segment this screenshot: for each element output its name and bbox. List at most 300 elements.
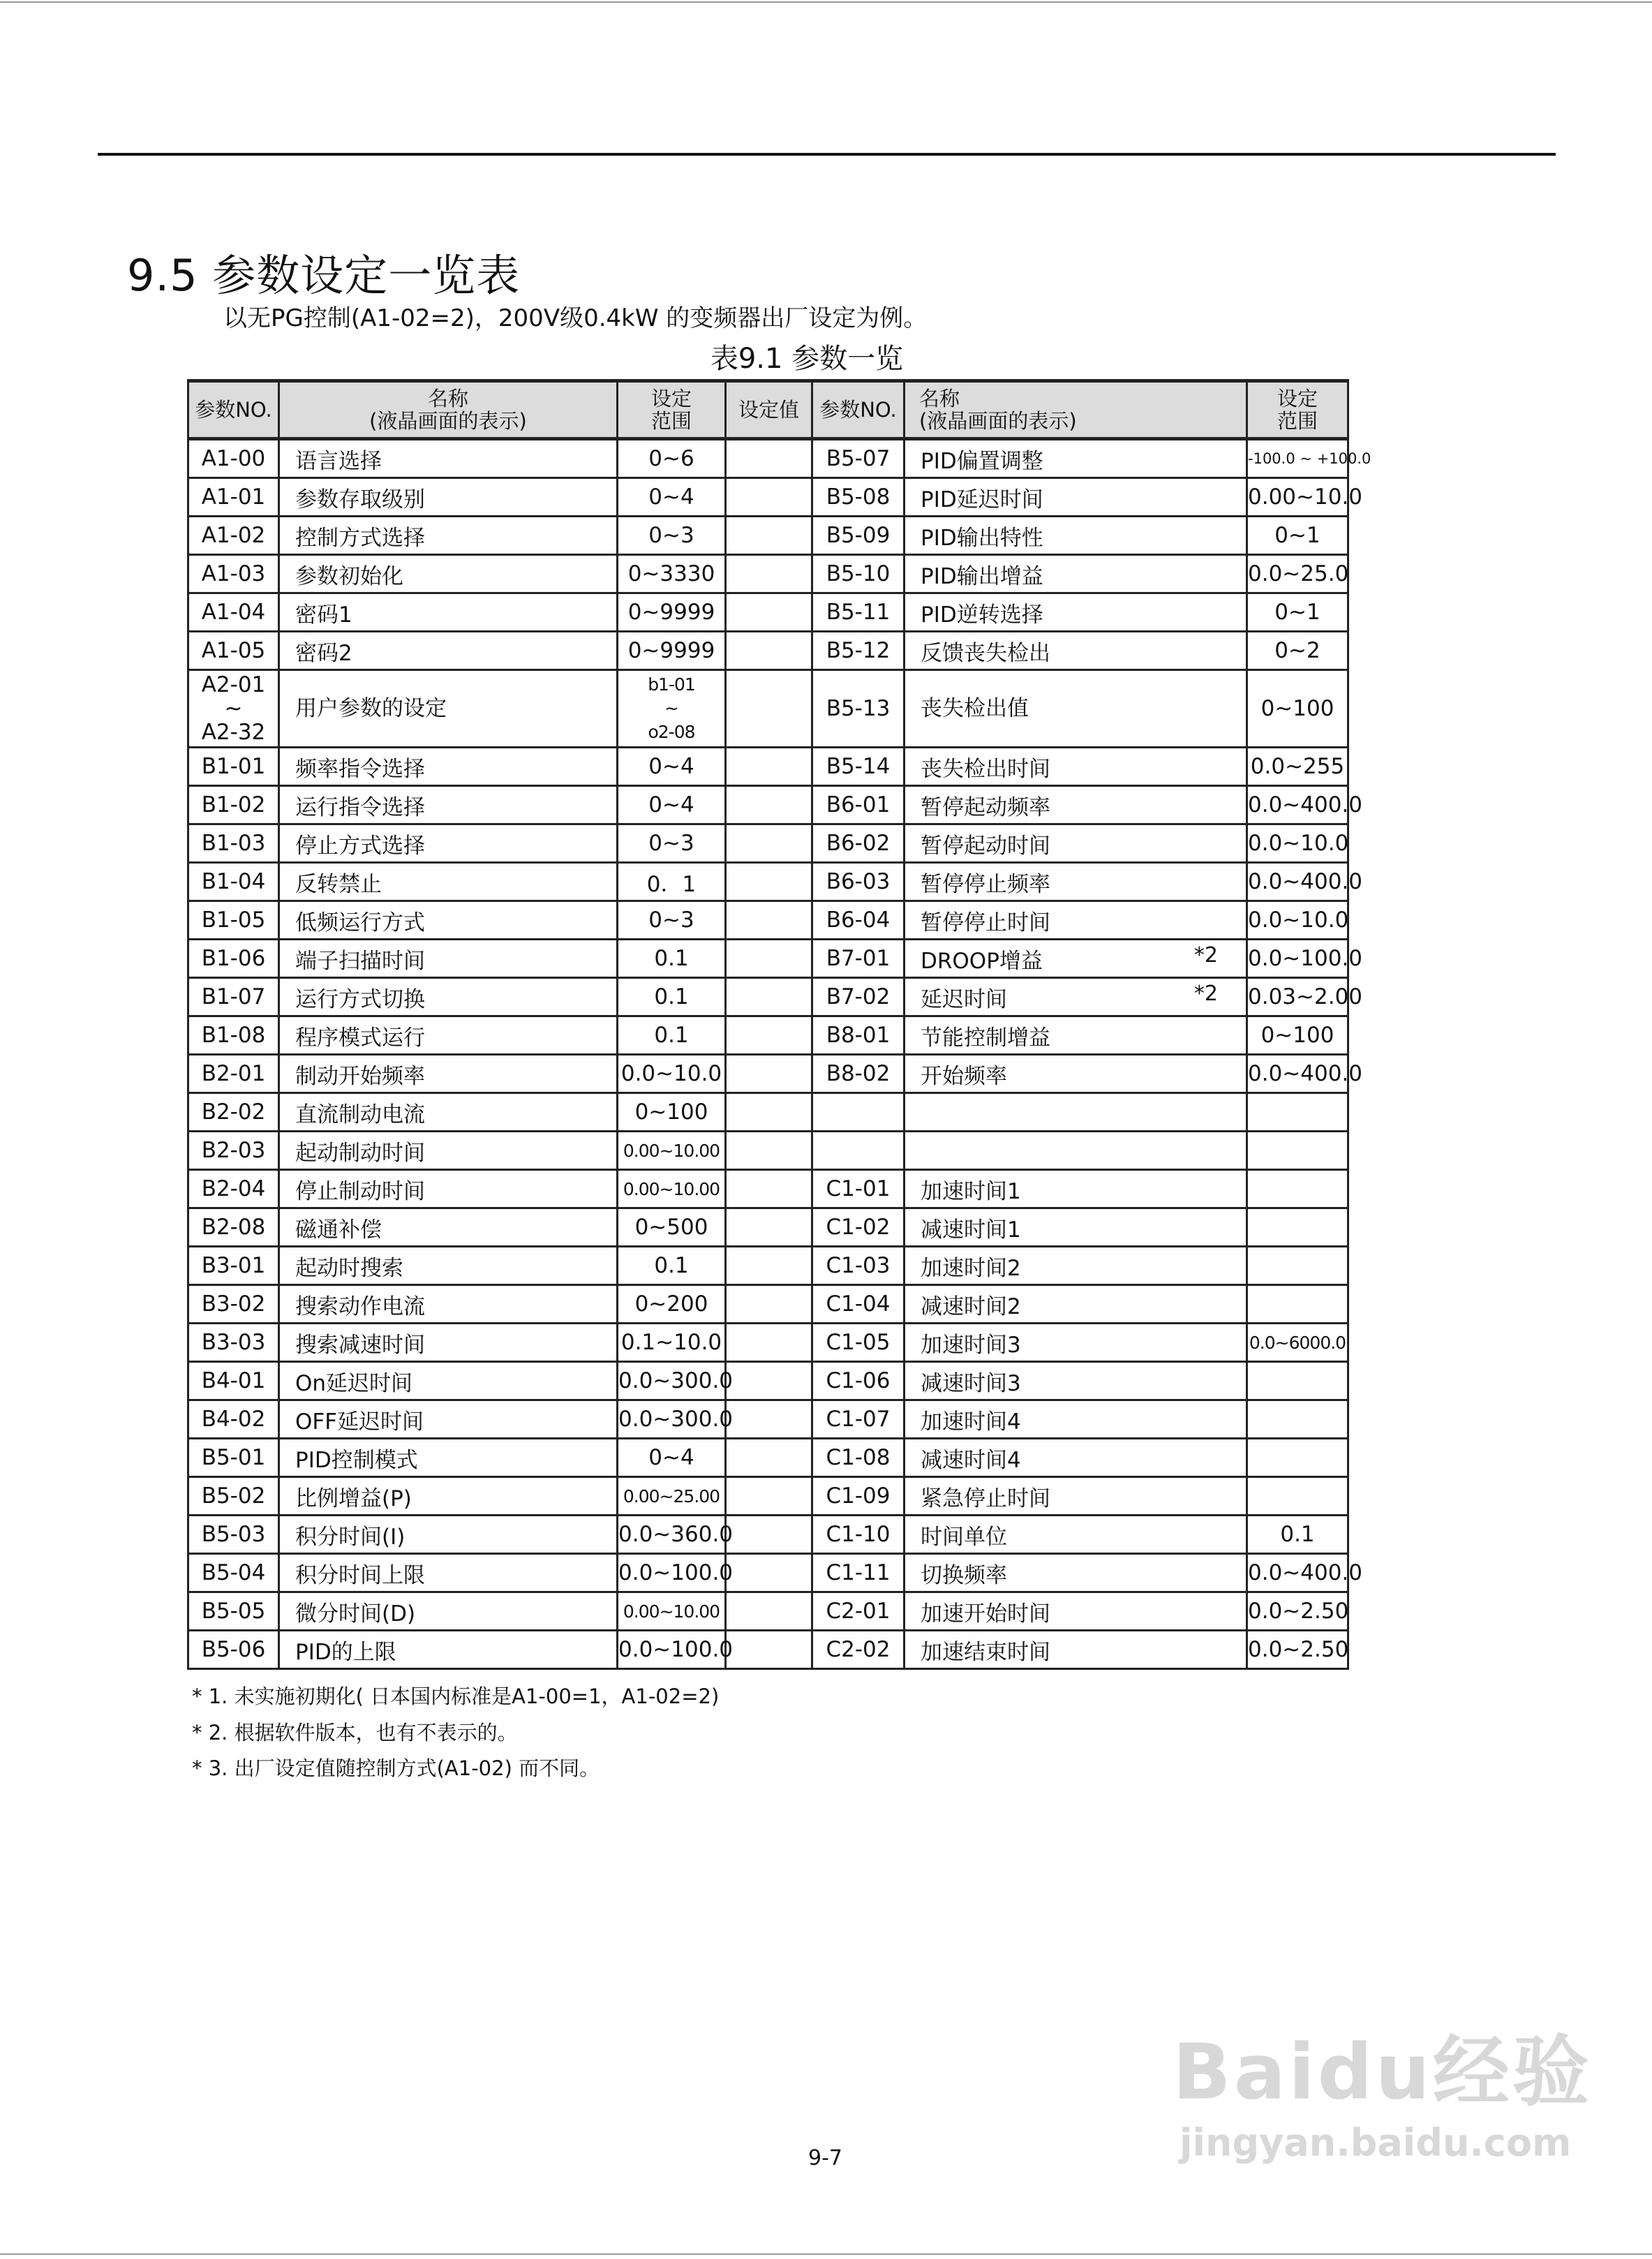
param-no-2	[812, 1285, 905, 1324]
param-name-text: 制动开始频率	[295, 1063, 425, 1089]
table-row	[188, 1516, 1348, 1554]
param-no-2	[812, 1439, 905, 1477]
param-no-text: B2-08	[201, 1215, 266, 1240]
param-name-2-text: 暂停起动时间	[921, 833, 1050, 859]
param-range-2	[1247, 478, 1363, 517]
param-no	[188, 940, 279, 978]
param-name-text: 低频运行方式	[295, 910, 425, 935]
param-no	[188, 1631, 279, 1669]
param-range-2	[1247, 1055, 1363, 1093]
table-row	[188, 593, 1348, 632]
param-name-2	[905, 593, 1247, 632]
param-no-2	[812, 1477, 905, 1516]
param-range-text: 0~200	[634, 1291, 708, 1317]
table-row	[188, 1055, 1348, 1093]
param-range-text: 0.0~100.0	[618, 1560, 734, 1585]
param-value	[726, 1439, 812, 1477]
param-range	[618, 940, 726, 978]
param-no-text: B5-06	[201, 1637, 266, 1662]
param-no-2-text: C2-01	[826, 1599, 891, 1624]
param-no-2-text: B7-02	[826, 984, 891, 1009]
param-range-2	[1247, 555, 1348, 593]
param-name	[279, 1132, 618, 1170]
param-name-text: 起动时搜索	[295, 1255, 403, 1281]
param-range	[618, 1285, 726, 1324]
param-name-text: 端子扫描时间	[295, 948, 425, 974]
param-value	[726, 1055, 812, 1093]
param-no-text: B5-04	[201, 1560, 266, 1585]
param-range-text: 0.1~10.0	[620, 1330, 722, 1355]
param-range	[618, 1554, 734, 1592]
param-no-2-text: B6-03	[826, 869, 891, 894]
page-edge-bottom	[0, 2253, 1652, 2255]
param-range-2-text: 0~100	[1260, 1023, 1334, 1048]
param-name	[279, 1055, 618, 1093]
param-name-text: 直流制动电流	[295, 1102, 425, 1127]
param-range-2-text: 0.0~255	[1250, 754, 1345, 779]
param-no-2	[812, 1208, 905, 1247]
param-no-2-text: B5-13	[826, 696, 891, 721]
param-range-text: 0~3330	[627, 561, 715, 586]
param-no-text: A1-04	[201, 600, 266, 625]
param-no-text: B1-05	[201, 908, 266, 933]
param-range-2	[1247, 1362, 1348, 1400]
param-range	[618, 748, 726, 786]
param-range-text: 0.0~300.0	[618, 1407, 734, 1432]
param-range-text: 0.0~100.0	[618, 1637, 734, 1662]
param-range-text: b1-01 ~ o2-08	[648, 674, 695, 742]
param-range	[618, 1170, 726, 1208]
subtitle: 以无PG控制(A1-02=2)，200V级0.4kW 的变频器出厂设定为例。	[223, 304, 928, 332]
param-name	[279, 632, 618, 670]
param-name-text: 比例增益(P)	[295, 1486, 412, 1511]
param-range	[618, 1400, 734, 1439]
param-name-2-text: 减速时间4	[921, 1447, 1021, 1473]
param-name-2-text: 加速时间2	[921, 1255, 1021, 1281]
param-name-2	[905, 1093, 1247, 1132]
param-value	[726, 632, 812, 670]
param-no-2	[812, 863, 905, 901]
param-range-2-text: -100.0 ~ +100.0	[1248, 450, 1371, 467]
param-name-text: On延迟时间	[295, 1370, 413, 1396]
param-no-text: B4-02	[201, 1407, 266, 1432]
param-no-2	[812, 1093, 905, 1132]
param-name-2	[905, 1554, 1247, 1592]
table-row	[188, 863, 1348, 901]
param-range	[618, 632, 726, 670]
param-no	[188, 1592, 279, 1631]
param-name-2-text: 延迟时间	[921, 986, 1007, 1012]
param-range-text: 0~500	[634, 1215, 708, 1240]
param-name-2-text: 加速时间3	[921, 1332, 1021, 1358]
param-value	[726, 1093, 812, 1132]
param-name-2	[905, 1016, 1247, 1055]
param-no-2-text: B6-04	[826, 908, 891, 933]
param-name-2-text: PID偏置调整	[921, 448, 1043, 474]
param-name	[279, 978, 618, 1016]
param-no	[188, 1132, 279, 1170]
param-no-2-text: C1-02	[826, 1215, 891, 1240]
page-edge-top	[0, 1, 1652, 3]
param-range-2-text: 0.0~400.0	[1248, 1560, 1363, 1585]
param-range-2-text: 0.0~10.0	[1248, 908, 1349, 933]
param-no-2	[812, 901, 905, 940]
param-range	[618, 1477, 726, 1516]
param-no-2	[812, 1132, 905, 1170]
param-no-2	[812, 1170, 905, 1208]
param-no	[188, 1362, 279, 1400]
param-range-2	[1247, 1093, 1348, 1132]
param-no-text: B2-01	[201, 1061, 266, 1086]
param-name	[279, 1093, 618, 1132]
param-no-text: B5-02	[201, 1483, 266, 1509]
param-no-2-text: B5-12	[826, 638, 891, 663]
param-range-2	[1247, 670, 1348, 748]
param-range-2-text: 0.03~2.00	[1248, 984, 1363, 1009]
param-range-2	[1247, 632, 1348, 670]
param-range-2	[1247, 1132, 1348, 1170]
param-range-2-text: 0.0~400.0	[1248, 1061, 1363, 1086]
param-range-text: 0.00~10.00	[623, 1178, 720, 1199]
param-no-text: B1-02	[201, 792, 266, 817]
param-name-text: 积分时间上限	[295, 1562, 425, 1588]
param-name-text: 搜索动作电流	[295, 1294, 425, 1319]
param-no-2-text: B7-01	[826, 946, 891, 971]
param-name-2-text: PID延迟时间	[921, 487, 1043, 512]
param-no	[188, 439, 279, 478]
param-name-text: 程序模式运行	[295, 1025, 425, 1051]
param-name-2-text: 加速时间4	[921, 1409, 1021, 1435]
param-no	[188, 824, 279, 863]
param-range	[618, 978, 726, 1016]
param-name	[279, 786, 618, 824]
footnote-2: * 2. 根据软件版本，也有不表示的。	[192, 1721, 518, 1745]
param-no-text: B5-05	[201, 1599, 266, 1624]
header-range-2: 设定 范围	[1247, 381, 1348, 439]
param-no-2-text: C1-08	[826, 1445, 891, 1470]
param-no-2	[812, 1554, 905, 1592]
param-no	[188, 1247, 279, 1285]
param-no-2-text: B5-14	[826, 754, 891, 779]
param-range-text: 0.0~10.0	[620, 1061, 722, 1086]
param-range-text: 0.1	[654, 984, 689, 1009]
param-value	[726, 824, 812, 863]
param-no-text: B1-06	[201, 946, 266, 971]
param-no-text: B1-03	[201, 831, 266, 856]
table-row	[188, 978, 1348, 1016]
table-row	[188, 478, 1348, 517]
param-name-2-text: DROOP增益	[921, 948, 1043, 974]
param-name	[279, 1554, 618, 1592]
param-name-text: 语言选择	[295, 448, 382, 474]
param-name-2	[905, 824, 1247, 863]
param-name-2	[905, 1170, 1247, 1208]
param-name	[279, 1631, 618, 1669]
param-name-2	[905, 748, 1247, 786]
param-range-text: 0~3	[648, 831, 694, 856]
param-no-2	[812, 748, 905, 786]
param-no	[188, 978, 279, 1016]
param-value	[726, 555, 812, 593]
param-name	[279, 439, 618, 478]
param-name	[279, 670, 618, 748]
param-name-text: 反转禁止	[295, 871, 382, 897]
param-no-2-text: B6-01	[826, 792, 891, 817]
param-name-2-text: PID逆转选择	[921, 602, 1043, 628]
param-range-text: 0~9999	[627, 638, 715, 663]
param-name-text: 参数存取级别	[295, 487, 425, 512]
param-name-text: 密码1	[295, 602, 352, 628]
param-name-2	[905, 478, 1247, 517]
param-name-2	[905, 1631, 1247, 1669]
param-range-text: 0~3	[648, 523, 694, 548]
param-value	[726, 748, 812, 786]
param-no	[188, 593, 279, 632]
header-no: 参数NO.	[188, 381, 279, 439]
param-range	[618, 439, 726, 478]
param-name-text: 停止制动时间	[295, 1178, 425, 1204]
table-row	[188, 1285, 1348, 1324]
param-no-text: A1-03	[201, 561, 266, 586]
param-value	[726, 1554, 812, 1592]
param-no-text: A1-05	[201, 638, 266, 663]
table-row	[188, 1247, 1348, 1285]
param-range-2-text: 0.00~10.0	[1248, 484, 1363, 510]
param-no-2	[812, 1324, 905, 1362]
param-range	[618, 786, 726, 824]
table-row	[188, 1439, 1348, 1477]
param-name-2-text: 减速时间1	[921, 1217, 1021, 1243]
param-no	[188, 1554, 279, 1592]
table-row	[188, 632, 1348, 670]
param-range-text: 0~4	[648, 484, 694, 510]
param-name-2-text: 反馈丧失检出	[921, 640, 1050, 666]
param-no-2	[812, 1247, 905, 1285]
param-range	[618, 824, 726, 863]
parameter-table	[187, 379, 1371, 1670]
param-value	[726, 1400, 812, 1439]
param-no-2	[812, 824, 905, 863]
param-range-2	[1247, 786, 1363, 824]
param-range-text: 0.00~25.00	[623, 1486, 720, 1506]
param-no-2	[812, 1016, 905, 1055]
param-no	[188, 1055, 279, 1093]
param-range	[618, 555, 726, 593]
param-range	[618, 863, 726, 901]
param-range-2	[1247, 1516, 1348, 1554]
param-range	[618, 1439, 726, 1477]
param-no-text: B2-02	[201, 1099, 266, 1125]
table-row	[188, 1208, 1348, 1247]
param-no-2	[812, 1516, 905, 1554]
param-range	[618, 1592, 726, 1631]
header-rule	[98, 153, 1556, 156]
table-row	[188, 901, 1348, 940]
param-no-2	[812, 1400, 905, 1439]
param-name-2	[905, 1055, 1247, 1093]
param-range-text: 0.0~300.0	[618, 1368, 734, 1393]
param-value	[726, 1324, 812, 1362]
param-name	[279, 1208, 618, 1247]
param-range	[618, 478, 726, 517]
param-no	[188, 1285, 279, 1324]
param-no-2	[812, 978, 905, 1016]
table-caption: 表9.1 参数一览	[710, 343, 904, 375]
param-name-2-text: 丧失检出时间	[921, 756, 1050, 782]
param-range-2-text: 0~100	[1260, 696, 1334, 721]
table-header-row	[188, 381, 1348, 439]
param-range-2-text: 0~1	[1274, 600, 1320, 625]
param-name-text: 运行方式切换	[295, 986, 425, 1012]
param-no	[188, 1016, 279, 1055]
param-range-2	[1247, 1554, 1363, 1592]
param-name-2	[905, 1400, 1247, 1439]
param-range-2	[1247, 1324, 1348, 1362]
param-name-2	[905, 555, 1247, 593]
param-value	[726, 1362, 812, 1400]
param-range-2-text: 0.0~25.0	[1248, 561, 1349, 586]
param-name	[279, 593, 618, 632]
header-name-2: 名称 (液晶画面的表示)	[905, 381, 1247, 439]
param-range-text: 0.1	[654, 1023, 689, 1048]
param-range-2	[1247, 1247, 1348, 1285]
param-range-2	[1247, 1439, 1348, 1477]
param-range	[618, 593, 726, 632]
param-no-2	[812, 439, 905, 478]
param-value	[726, 901, 812, 940]
table-row	[188, 1592, 1348, 1631]
param-name	[279, 1016, 618, 1055]
param-name-2	[905, 1516, 1247, 1554]
param-name	[279, 940, 618, 978]
table-row	[188, 824, 1348, 863]
param-name-2	[905, 978, 1247, 1016]
param-range-2-text: 0.0~2.50	[1248, 1637, 1349, 1662]
param-range	[618, 1132, 726, 1170]
param-no-text: A1-02	[201, 523, 266, 548]
param-name-2	[905, 1477, 1247, 1516]
param-range-2	[1247, 1477, 1348, 1516]
param-name-text: 起动制动时间	[295, 1140, 425, 1166]
param-no-2-text: B5-10	[826, 561, 891, 586]
param-no	[188, 901, 279, 940]
header-value: 设定值	[726, 381, 812, 439]
param-value	[726, 863, 812, 901]
param-no-2	[812, 670, 905, 748]
param-name-text: 磁通补偿	[295, 1217, 382, 1243]
param-no-2-text: B5-09	[826, 523, 891, 548]
header-no-2: 参数NO.	[812, 381, 905, 439]
param-range	[618, 1093, 726, 1132]
param-range-2-text: 0.0~10.0	[1248, 831, 1349, 856]
param-no-2-text: C1-11	[826, 1560, 891, 1585]
param-name-text: 积分时间(I)	[295, 1524, 405, 1550]
table-row	[188, 940, 1348, 978]
param-name-2	[905, 632, 1247, 670]
param-name-2-text: 加速开始时间	[921, 1601, 1050, 1627]
table-row	[188, 1132, 1348, 1170]
param-range	[618, 1247, 726, 1285]
footnote-1: * 1. 未实施初期化( 日本国内标准是A1-00=1，A1-02=2)	[192, 1684, 720, 1708]
param-range-text: 0~4	[648, 1445, 694, 1470]
param-name-text: 控制方式选择	[295, 525, 425, 551]
param-no	[188, 1400, 279, 1439]
param-range-2-text: 0.0~100.0	[1248, 946, 1363, 971]
param-name-2-text: 开始频率	[921, 1063, 1007, 1089]
param-no-text: B4-01	[201, 1368, 266, 1393]
param-range	[618, 1016, 726, 1055]
param-name-2-text: 暂停停止频率	[921, 871, 1050, 897]
param-no-2-text: B6-02	[826, 831, 891, 856]
param-name	[279, 1362, 618, 1400]
param-no-2	[812, 940, 905, 978]
param-name	[279, 1247, 618, 1285]
param-name	[279, 478, 618, 517]
param-no	[188, 1170, 279, 1208]
param-range-2	[1247, 517, 1348, 555]
param-no-text: B1-07	[201, 984, 266, 1009]
param-range	[618, 670, 726, 748]
param-name-2	[905, 940, 1247, 978]
param-range-2-text: 0.0~2.50	[1248, 1599, 1349, 1624]
watermark-logo: Baidu经验	[1173, 2027, 1592, 2117]
header-name: 名称 (液晶画面的表示)	[279, 381, 618, 439]
footnote-marker: *2	[1193, 942, 1218, 968]
param-name-text: 密码2	[295, 640, 352, 666]
param-no	[188, 1477, 279, 1516]
param-name	[279, 1170, 618, 1208]
param-name-2-text: 节能控制增益	[921, 1025, 1050, 1051]
param-value	[726, 1592, 812, 1631]
param-range-2	[1247, 863, 1363, 901]
param-value	[726, 1016, 812, 1055]
param-no-2-text: C1-03	[826, 1253, 891, 1278]
param-name	[279, 1592, 618, 1631]
param-name-2-text: 减速时间2	[921, 1294, 1021, 1319]
param-range-2-text: 0.1	[1280, 1522, 1315, 1547]
param-no	[188, 748, 279, 786]
param-name-text: 频率指令选择	[295, 756, 425, 782]
param-value	[726, 1516, 812, 1554]
param-range-2	[1247, 1170, 1348, 1208]
param-name-2	[905, 1208, 1247, 1247]
param-name-2-text: 丧失检出值	[921, 696, 1029, 721]
param-range-text: 0.0~360.0	[618, 1522, 734, 1547]
param-name-2	[905, 439, 1247, 478]
param-no	[188, 670, 279, 748]
param-name-2	[905, 901, 1247, 940]
param-no-text: B1-08	[201, 1023, 266, 1048]
param-no	[188, 555, 279, 593]
param-name	[279, 863, 618, 901]
param-no	[188, 1208, 279, 1247]
param-no-2	[812, 786, 905, 824]
table-row	[188, 1324, 1348, 1362]
param-value	[726, 670, 812, 748]
table-row	[188, 1170, 1348, 1208]
param-value	[726, 1132, 812, 1170]
table-row	[188, 748, 1348, 786]
param-value	[726, 593, 812, 632]
footnote-3: * 3. 出厂设定值随控制方式(A1-02) 而不同。	[192, 1756, 600, 1780]
param-name-2-text: 紧急停止时间	[921, 1486, 1050, 1511]
table-row	[188, 1362, 1348, 1400]
param-range	[618, 1055, 726, 1093]
param-value	[726, 1208, 812, 1247]
param-name-text: PID的上限	[295, 1639, 396, 1665]
param-range-text: 0~6	[648, 446, 694, 471]
param-no-2	[812, 478, 905, 517]
